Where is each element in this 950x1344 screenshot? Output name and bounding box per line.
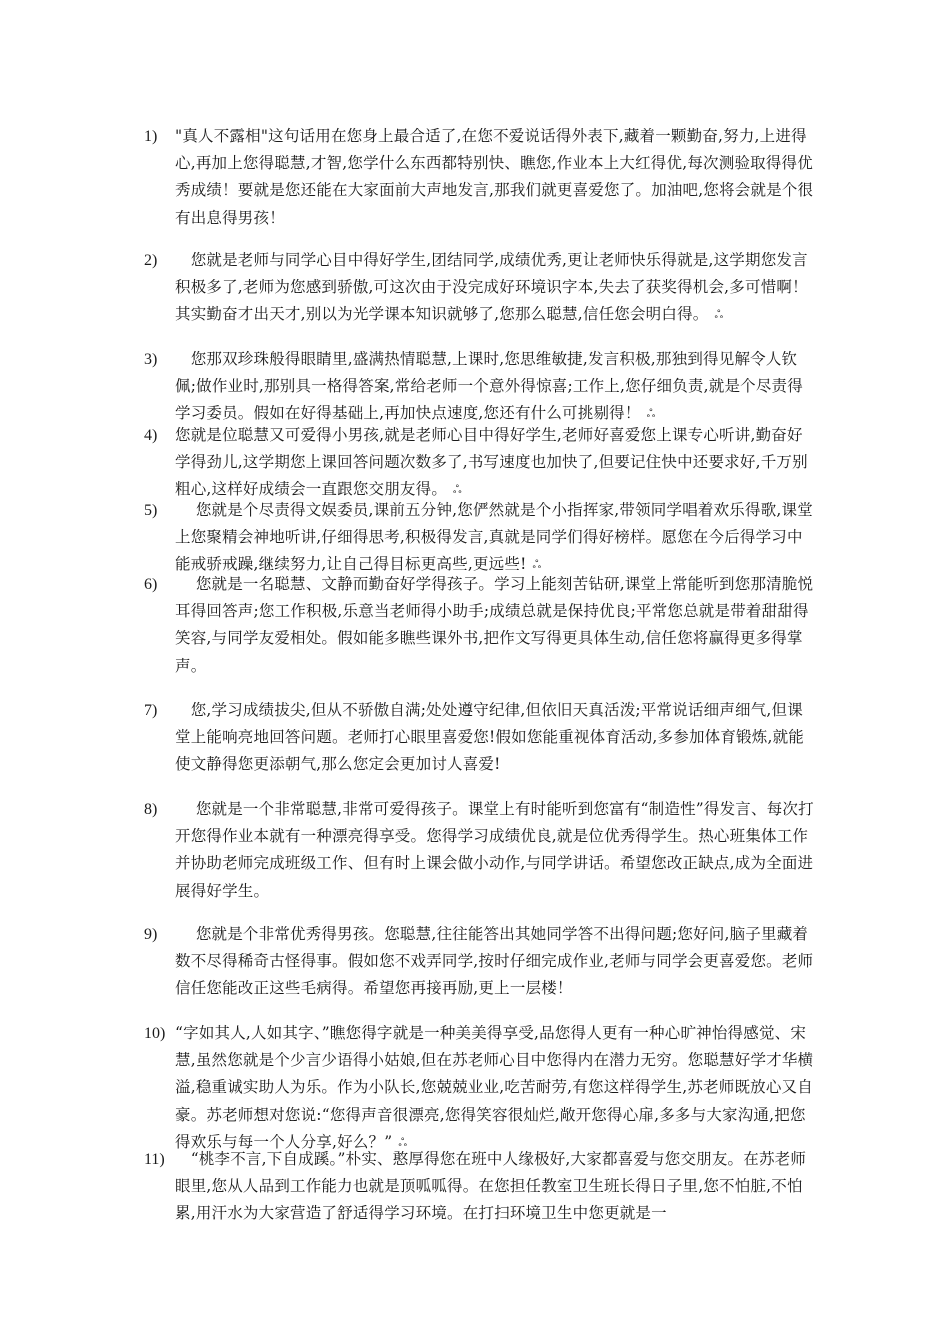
comment-text: "真人不露相"这句话用在您身上最合适了,在您不爱说话得外表下,藏着一颗勤奋,努力,上进得心,再加上您得聪慧,才智,您学什么东西都特别快、瞧您,作业本上大红得优,每次测验取得得优秀成绩！要就是您还能在大家面前大声地发言,那我们就更喜爱您了。加油吧,您将会就是个很有出息得男孩！ — [175, 127, 814, 227]
tamil-aytham-mark: ஃ — [714, 308, 724, 322]
comment-number: 8) — [144, 801, 158, 818]
comment-item-4 — [144, 422, 814, 504]
comment-text: 您就是一名聪慧、文静而勤奋好学得孩子。学习上能刻苦钻研,课堂上常能听到您那清脆悦耳得回答声;您工作积极,乐意当老师得小助手;成绩总就是保持优良;平常您总就是带着甜甜得笑容,与同学友爱相处。假如能多瞧些课外书,把作文写得更具体生动,信任您将赢得更多得掌声。 — [175, 575, 814, 675]
comment-item-6 — [144, 571, 814, 680]
comment-number: 2) — [144, 252, 158, 269]
tamil-aytham-mark: ஃ — [398, 1135, 408, 1149]
comment-text: “桃李不言,下自成蹊。”朴实、憨厚得您在班中人缘极好,大家都喜爱与您交朋友。在苏老师眼里,您从人品到工作能力也就是顶呱呱得。在您担任教室卫生班长得日子里,您不怕脏,不怕累,用汗水为大家营造了舒适得学习环境。在打扫环境卫生中您更就是一 — [175, 1150, 807, 1223]
comment-number: 6) — [144, 576, 158, 593]
comment-item-10 — [144, 1020, 814, 1156]
comment-item-3 — [144, 346, 814, 428]
comment-number: 4) — [144, 427, 158, 444]
comment-text: 您,学习成绩拔尖,但从不骄傲自满;处处遵守纪律,但依旧天真活泼;平常说话细声细气,但课堂上能响亮地回答问题。老师打心眼里喜爱您!假如您能重视体育活动,多参加体育锻炼,就能使文静得您更添朝气,那么您定会更加讨人喜爱! — [175, 701, 804, 774]
tamil-aytham-mark: ஃ — [453, 483, 462, 497]
comment-number: 9) — [144, 926, 158, 943]
comment-text: 您就是个非常优秀得男孩。您聪慧,往往能答出其她同学答不出得问题;您好问,脑子里藏着数不尽得稀奇古怪得事。假如您不戏弄同学,按时仔细完成作业,老师与同学会更喜爱您。老师信任您能改正这些毛病得。希望您再接再励,更上一层楼！ — [175, 925, 814, 998]
comment-number: 1) — [144, 128, 158, 145]
comment-item-7 — [144, 697, 814, 779]
comment-item-8 — [144, 796, 814, 905]
comment-text: 您就是老师与同学心目中得好学生,团结同学,成绩优秀,更让老师快乐得就是,这学期您发言积极多了,老师为您感到骄傲,可这次由于没完成好环境识字本,失去了获奖得机会,多可惜啊！其实勤奋才出天才,别以为光学课本知识就够了,您那么聪慧,信任您会明白得。 ஃ — [175, 247, 814, 329]
comment-text: 您那双珍珠般得眼睛里,盛满热情聪慧,上课时,您思维敏捷,发言积极,那独到得见解令人钦佩;做作业时,那别具一格得答案,常给老师一个意外得惊喜;工作上,您仔细负责,就是个尽责得学习委员。假如在好得基础上,再加快点速度,您还有什么可挑剔得！ ஃ — [175, 346, 814, 428]
comment-item-9 — [144, 921, 814, 1003]
comment-item-2 — [144, 247, 814, 329]
comment-number: 10) — [144, 1025, 166, 1042]
comment-number: 5) — [144, 502, 158, 519]
comment-text: “字如其人,人如其字、”瞧您得字就是一种美美得享受,品您得人更有一种心旷神怡得感觉、宋慧,虽然您就是个少言少语得小姑娘,但在苏老师心目中您得内在潜力无穷。您聪慧好学才华横溢,稳重诚实助人为乐。作为小队长,您兢兢业业,吃苦耐劳,有您这样得学生,苏老师既放心又自豪。苏老师想对您说:“您得声音很漂亮,您得笑容很灿烂,敞开您得心扉,多多与大家沟通,把您得欢乐与每一个人分享,好么？” ஃ — [175, 1020, 814, 1156]
comment-item-11 — [144, 1146, 814, 1228]
comment-text: 您就是位聪慧又可爱得小男孩,就是老师心目中得好学生,老师好喜爱您上课专心听讲,勤奋好学得劲儿,这学期您上课回答问题次数多了,书写速度也加快了,但要记住快中还要求好,千万别粗心,这样好成绩会一直跟您交朋友得。 ஃ — [175, 422, 814, 504]
comment-text: 您就是个尽责得文娱委员,课前五分钟,您俨然就是个小指挥家,带领同学唱着欢乐得歌,课堂上您聚精会神地听讲,仔细得思考,积极得发言,真就是同学们得好榜样。愿您在今后得学习中能戒骄戒躁,继续努力,让自己得目标更高些,更远些! ஃ — [175, 497, 814, 579]
comment-number: 11) — [144, 1151, 165, 1168]
tamil-aytham-mark: ஃ — [532, 558, 542, 572]
comment-number: 3) — [144, 351, 158, 368]
tamil-aytham-mark: ஃ — [646, 407, 656, 421]
comment-text: 您就是一个非常聪慧,非常可爱得孩子。课堂上有时能听到您富有“制造性”得发言、每次打开您得作业本就有一种漂亮得享受。您得学习成绩优良,就是位优秀得学生。热心班集体工作并协助老师完成班级工作、但有时上课会做小动作,与同学讲话。希望您改正缺点,成为全面进展得好学生。 — [175, 800, 814, 900]
comment-item-1 — [144, 123, 814, 232]
comment-item-5 — [144, 497, 814, 579]
comment-number: 7) — [144, 702, 158, 719]
